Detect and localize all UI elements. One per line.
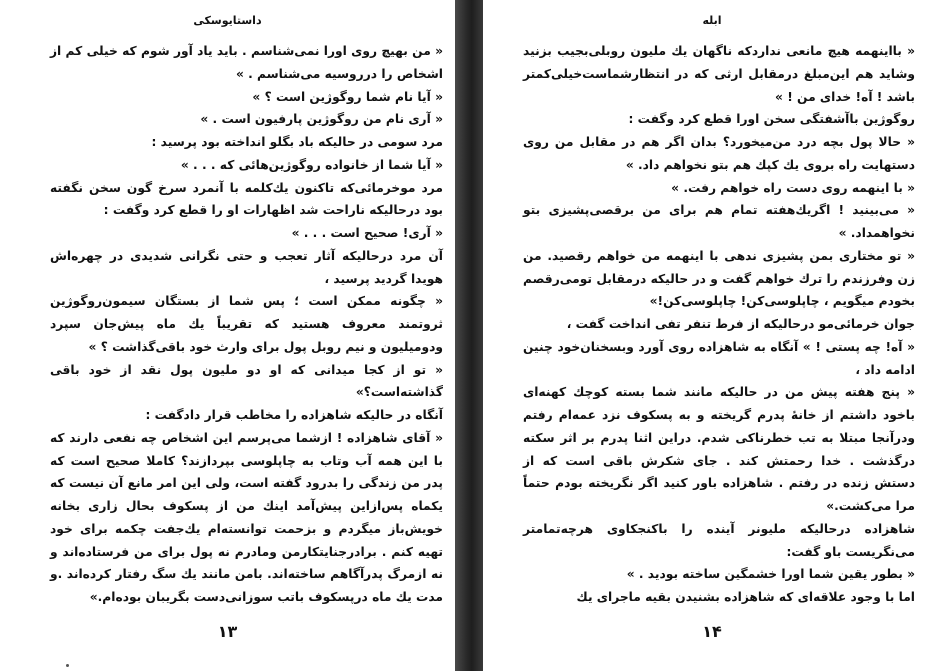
left-paragraph: « آیا شما از خانواده روگوژین‌هائی که . . . » [180, 157, 443, 172]
left-paragraph: « آری! صحیح است . . . » [291, 226, 443, 240]
left-text-block [50, 40, 443, 609]
left-paragraph: « آقای شاهزاده ! ازشما می‌پرسم این اشخاص چه نفعی دارند که با این همه آب وتاب به چاپلوسی بپردازند؟ کاملا صحیح است که پدر من زندگی را بدرود گفته است، ولی این امر مانع آن نیست که یکماه پس‌ازاین پیش‌آمد اینك من از پسکوف بحال زاری بخانه خویش‌باز میگردم و بزحمت توانسته‌ام یك‌جفت چکمه برای خود تهیه کنم . برادرجنایتکارمن ومادرم نه پول برای من فرستاده‌اند و نه ازمرگ پدرآگاهم ساخته‌اند. بامن مانند یك سگ رفتار کرده‌اند .و مدت یك ماه درپسکوف باتب سوزانی‌دست بگریبان بوده‌ام.» [50, 430, 443, 604]
right-paragraph: « حالا پول بچه درد من‌میخورد؟ بدان اگر هم در مقابل من روی دستهایت راه بروی یك کپك هم بتو نخواهم داد. » [523, 135, 915, 172]
right-paragraph: اما با وجود علاقه‌ای که شاهزاده بشنیدن بقیه ماجرای یك [576, 590, 915, 604]
left-paragraph: « چگونه ممکن است ؛ پس شما از بستگان سیمون‌روگوژین ثروتمند معروف هستید که تقریباً یك ماه پیش‌جان سپرد ودومیلیون و نیم روبل پول برای وارث خود باقی‌گذاشت ؟ » [50, 294, 443, 354]
right-paragraph: « بااینهمه هیچ مانعی نداردکه ناگهان یك ملیون روبلی‌بجیب بزنید وشاید هم این‌مبلغ درمقابل ارثی که در انتظارشماست‌خیلی‌کمتر باشد ! آه! خدای من ! » [523, 44, 915, 104]
right-paragraph: « بطور یقین شما اورا خشمگین ساخته بودید . » [626, 567, 915, 582]
left-paragraph: « آیا نام شما روگوژین است ؟ » [252, 89, 443, 104]
right-paragraph: « با اینهمه روی دست راه خواهم رفت. » [671, 180, 915, 195]
left-paragraph: مرد سومی در حالیکه باد بگلو انداخته بود پرسید : [151, 135, 443, 149]
right-page-number: ۱۴ [702, 622, 722, 641]
left-paragraph: « تو از کجا میدانی که او دو ملیون پول نقد از خود باقی گذاشته‌است؟» [50, 362, 443, 400]
right-paragraph: جوان خرمائی‌مو درحالیکه از فرط تنفر تفی انداخت گفت ، [566, 317, 915, 331]
left-page [0, 0, 455, 671]
left-paragraph: آنگاه در حالیکه شاهزاده را مخاطب قرار داد‌گفت : [145, 408, 443, 422]
scan-speck [66, 664, 69, 667]
right-paragraph: « پنج هفته پیش من در حالیکه مانند شما بسته کوچك کهنه‌ای باخود داشتم از خانهٔ پدرم گریخته و به پسکوف نزد عمه‌ام رفتم ودرآنجا مبتلا به تب خطرناکی شدم. دراین اثنا پدرم بر اثر سکته درگذشت . خدا رحمتش کند . جای شکرش باقی است که از دستش زنده در رفتم . شاهزاده باور کنید اگر نگریخته بودم حتماً مرا می‌کشت.» [523, 385, 915, 513]
left-paragraph: مرد موخرمائی‌که تاکنون یك‌کلمه با آنمرد سرخ گون سخن نگفته بود درحالیکه ناراحت شد اظهارات او را قطع کرد وگفت : [50, 180, 443, 218]
right-paragraph: شاهزاده درحالیکه ملیونر آینده را باکنجکاوی هرچه‌تمامتر می‌نگریست باو گفت: [523, 521, 915, 559]
right-paragraph: « می‌بینید ! اگریك‌هفته تمام هم برای من برقصی‌پشیزی بتو نخواهمداد. » [523, 203, 915, 240]
right-paragraph: روگوژین باآشفتگی سخن اورا قطع کرد وگفت : [628, 112, 915, 127]
left-page-number: ۱۳ [217, 622, 238, 641]
left-running-head: داستایوسکی [193, 14, 262, 27]
left-paragraph: « من بهیچ روی اورا نمی‌شناسم . باید یاد آور شوم که خیلی کم از اشخاص را درروسیه می‌شناسم . » [50, 44, 443, 81]
left-paragraph: آن مرد درحالیکه آثار تعجب و حتی نگرانی شدیدی در چهره‌اش هویدا گردید پرسید ، [50, 248, 443, 286]
right-paragraph: « آه! چه پستی ! » آنگاه به شاهزاده روی آورد وبسخنان‌خود چنین ادامه داد ، [523, 339, 915, 377]
right-text-block [523, 40, 915, 609]
right-page [483, 0, 941, 671]
book-gutter [455, 0, 483, 671]
right-running-head: ابله [702, 14, 722, 27]
left-paragraph: « آری نام من روگوژین پارفیون است . » [200, 112, 443, 127]
right-paragraph: « تو مختاری بمن پشیزی ندهی با اینهمه من خواهم رقصید. من زن وفرزندم را ترك خواهم گفت و در حالیکه درمقابل تومی‌رقصم بخودم میگویم ، چاپلوسی‌کن! چاپلوسی‌کن!» [523, 248, 915, 309]
